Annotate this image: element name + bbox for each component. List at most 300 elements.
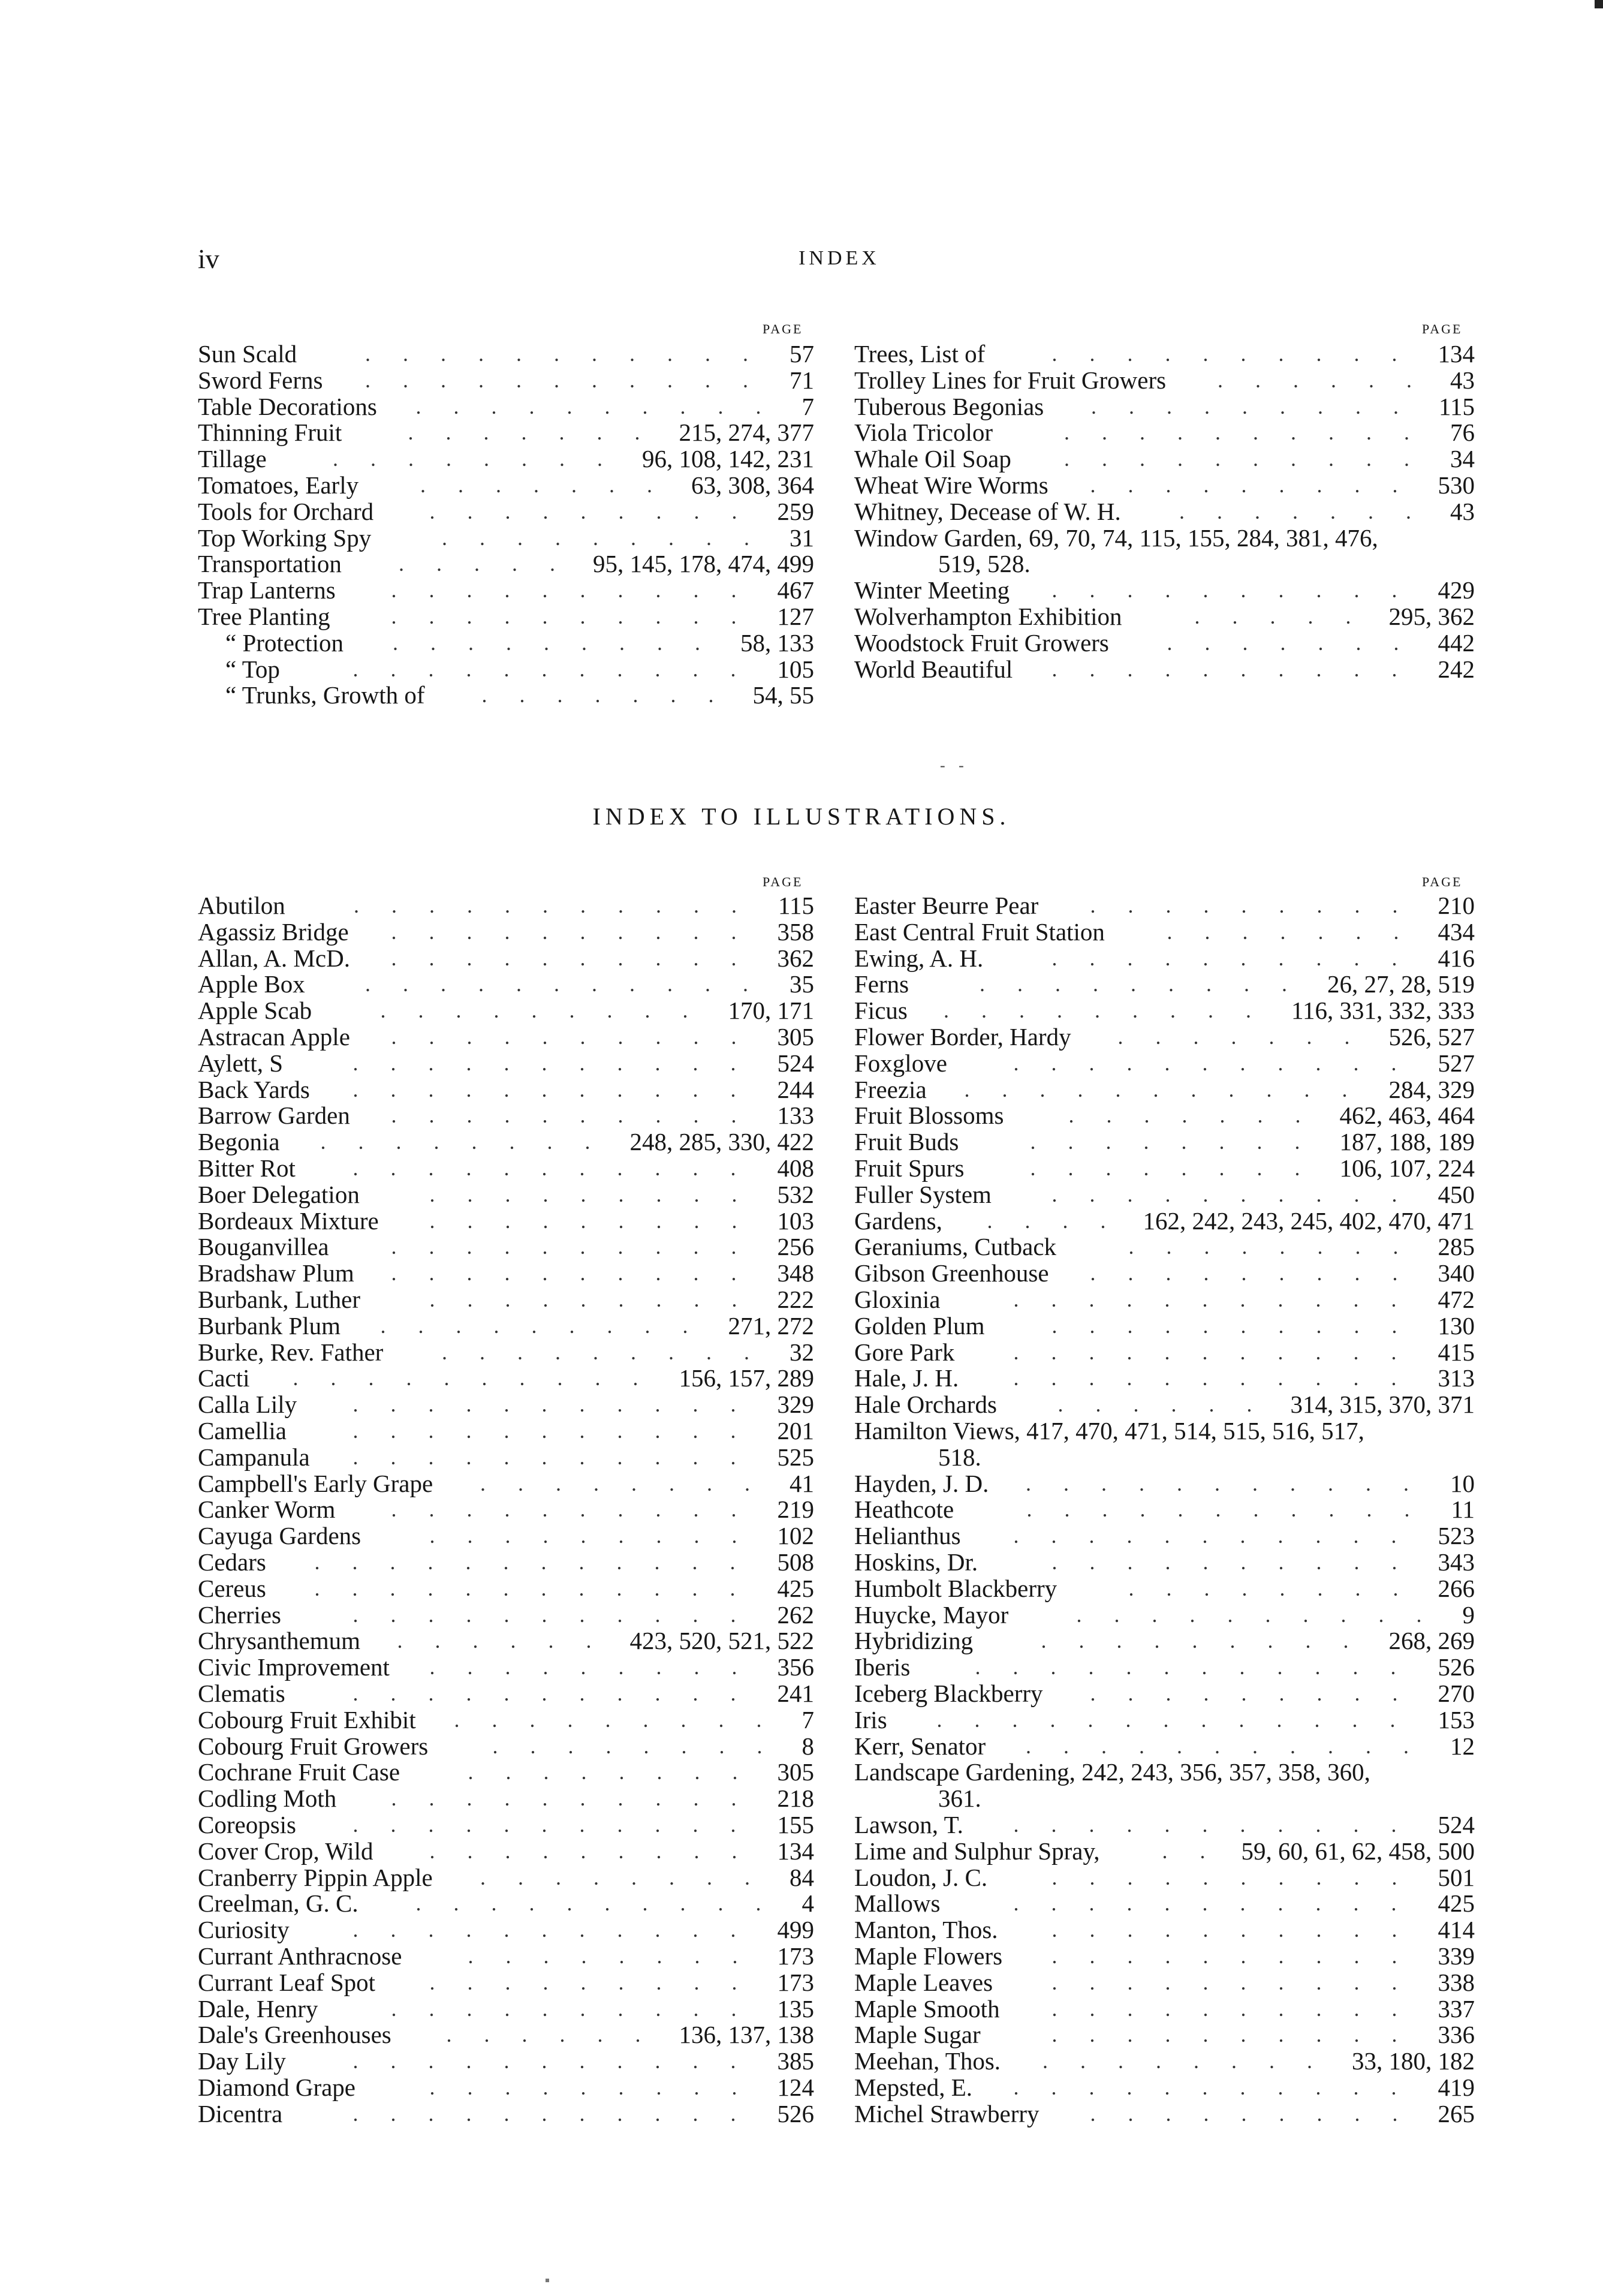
leader-dots: ..........	[1051, 578, 1430, 603]
entry-pages: 54, 55	[752, 681, 814, 709]
entry-title: Hale Orchards	[854, 1391, 997, 1419]
entry-pages: 244	[777, 1075, 814, 1103]
entry-title: Coreopsis	[198, 1811, 296, 1838]
index-entry	[854, 1549, 1475, 1575]
index-entry	[854, 1759, 1475, 1785]
entry-title: Maple Leaves	[854, 1968, 993, 1996]
index-entry	[198, 1575, 814, 1602]
index-entry	[854, 1522, 1475, 1549]
entry-title: Meehan, Thos.	[854, 2047, 1001, 2075]
index-entry	[854, 1838, 1475, 1864]
entry-title: Bordeaux Mixture	[198, 1206, 379, 1235]
index-entry	[198, 525, 814, 551]
index-entry	[198, 1313, 814, 1339]
index-entry	[198, 1654, 814, 1680]
index-entry	[854, 1602, 1475, 1628]
entry-title: Maple Smooth	[854, 1994, 1000, 2023]
index-entry	[854, 630, 1475, 656]
leader-dots: ............	[975, 1655, 1429, 1680]
page-column-label: PAGE	[763, 874, 803, 889]
index-entry	[854, 1785, 1475, 1811]
leader-dots: ...........	[1026, 1471, 1441, 1495]
index-entry	[854, 1286, 1475, 1313]
leader-dots: ..........	[391, 1025, 769, 1049]
entry-pages: 314, 315, 370, 371	[1290, 1391, 1475, 1419]
entry-pages: 115	[778, 892, 814, 919]
index-entry	[854, 997, 1475, 1024]
entry-title: Cochrane Fruit Case	[198, 1758, 400, 1786]
index-entry	[198, 971, 814, 997]
index-entry	[198, 1365, 814, 1391]
entry-title: Easter Beurre Pear	[854, 892, 1039, 919]
entry-pages: 284, 329	[1388, 1075, 1475, 1103]
entry-pages: 524	[1438, 1811, 1475, 1838]
entry-pages: 526, 527	[1388, 1023, 1475, 1051]
index-entry	[198, 1549, 814, 1575]
entry-title: Fruit Spurs	[854, 1154, 965, 1182]
leader-dots: ...........	[352, 1419, 769, 1443]
leader-dots: .........	[1090, 1681, 1430, 1705]
index-entry	[198, 1890, 814, 1916]
leader-dots: .........	[429, 1287, 770, 1311]
entry-pages: 59, 60, 61, 62, 458, 500	[1241, 1837, 1475, 1865]
leader-dots: ..	[1162, 1838, 1238, 1863]
entry-pages: 187, 188, 189	[1339, 1128, 1475, 1156]
index-entry	[854, 919, 1475, 945]
entry-pages: 329	[777, 1391, 814, 1419]
entry-title: Gardens,	[854, 1206, 942, 1235]
index-entry	[854, 2021, 1475, 2048]
entry-title: Barrow Garden	[198, 1102, 350, 1130]
leader-dots: ...........	[352, 1156, 769, 1180]
entry-title: Burbank, Luther	[198, 1286, 360, 1313]
leader-dots: ..........	[1051, 2023, 1430, 2047]
entry-title: Dale, Henry	[198, 1994, 318, 2023]
entry-pages: 43	[1450, 366, 1475, 394]
entry-title: Calla Lily	[198, 1391, 297, 1419]
index-entry	[198, 1391, 814, 1418]
index-entry	[854, 2101, 1475, 2127]
index-entry	[854, 1181, 1475, 1208]
entry-pages: 337	[1438, 1994, 1475, 2023]
entry-title: Hale, J. H.	[854, 1364, 959, 1392]
index-entry	[854, 1233, 1475, 1260]
index-entry	[198, 919, 814, 945]
entry-pages: 508	[777, 1548, 814, 1576]
leader-dots: ..........	[1051, 1918, 1430, 1942]
index-entry	[854, 1365, 1475, 1391]
leader-dots: .........	[980, 972, 1319, 997]
entry-pages: 419	[1438, 2074, 1475, 2101]
leader-dots: ........	[492, 1734, 795, 1758]
leader-dots: ........	[480, 1865, 782, 1889]
entry-pages: 116, 331, 332, 333	[1291, 997, 1475, 1025]
entry-pages: 76	[1450, 419, 1475, 447]
entry-pages: 33, 180, 182	[1352, 2047, 1475, 2075]
leader-dots: ....	[987, 1208, 1138, 1233]
entry-pages: 155	[777, 1811, 814, 1838]
entry-title: Sun Scald	[198, 340, 297, 368]
entry-title: Trees, List of	[854, 340, 986, 368]
entry-pages: 527	[1438, 1049, 1475, 1077]
leader-dots: ...........	[365, 368, 781, 392]
entry-pages: 523	[1438, 1522, 1475, 1550]
entry-title: Iris	[854, 1705, 887, 1734]
entry-pages: 429	[1438, 576, 1475, 604]
index-entry	[854, 1470, 1475, 1497]
index-entry	[198, 1864, 814, 1891]
index-entry	[854, 1864, 1475, 1891]
leader-dots: ...........	[1013, 1287, 1429, 1311]
leader-dots: .......	[481, 683, 746, 708]
index-entry	[198, 341, 814, 367]
index-entry	[854, 1444, 1475, 1470]
leader-dots: ..........	[1051, 342, 1430, 366]
leader-dots: ......	[397, 1629, 624, 1653]
entry-pages: 425	[1438, 1889, 1475, 1918]
entry-title: Campbell's Early Grape	[198, 1469, 433, 1497]
entry-pages: 173	[777, 1942, 814, 1970]
leader-dots: ...........	[352, 1918, 769, 1942]
entry-title: Boer Delegation	[198, 1180, 360, 1208]
entry-title: Freezia	[854, 1075, 927, 1103]
index-entry	[198, 1233, 814, 1260]
entry-pages: 170, 171	[728, 997, 814, 1025]
index-entry	[854, 472, 1475, 498]
entry-pages: 348	[777, 1259, 814, 1287]
leader-dots: .......	[1167, 919, 1432, 944]
leader-dots: .........	[1090, 1261, 1430, 1286]
index-entry	[854, 550, 1475, 577]
leader-dots: .........	[380, 998, 721, 1023]
index-entry	[854, 656, 1475, 682]
entry-title: Aylett, S	[198, 1049, 284, 1077]
section-separator: - -	[940, 757, 969, 774]
leader-dots: ..........	[1051, 1970, 1430, 1994]
leader-dots: .........	[429, 499, 770, 523]
entry-pages: 156, 157, 289	[679, 1364, 814, 1392]
index-entry	[198, 1680, 814, 1707]
entry-pages: 415	[1438, 1338, 1475, 1366]
index-entry	[854, 971, 1475, 997]
index-entry	[198, 1444, 814, 1470]
stray-mark	[546, 2279, 549, 2282]
entry-pages: 106, 107, 224	[1339, 1154, 1475, 1182]
entry-title: Fuller System	[854, 1180, 992, 1208]
index-entry	[198, 1286, 814, 1313]
index-entry	[854, 393, 1475, 420]
leader-dots: ........	[468, 1760, 770, 1785]
entry-title: Maple Flowers	[854, 1942, 1003, 1970]
entry-pages: 102	[777, 1522, 814, 1550]
entry-title: Currant Leaf Spot	[198, 1968, 376, 1996]
index-entry	[854, 525, 1475, 551]
leader-dots: ...........	[1026, 1497, 1442, 1522]
entry-pages: 462, 463, 464	[1339, 1102, 1475, 1130]
leader-dots: .........	[1090, 473, 1430, 497]
leader-dots: ..........	[391, 1996, 769, 2021]
index-entry	[198, 997, 814, 1024]
leader-dots: ..........	[1051, 657, 1430, 681]
leader-dots: ........	[1128, 1576, 1431, 1600]
entry-pages: 262	[777, 1600, 814, 1629]
entry-title: Manton, Thos.	[854, 1916, 998, 1944]
index-entry	[198, 892, 814, 919]
index-entry	[854, 1129, 1475, 1155]
entry-pages: 450	[1438, 1180, 1475, 1208]
entry-title: Begonia	[198, 1128, 280, 1156]
entry-pages: 63, 308, 364	[691, 471, 814, 499]
entry-pages: 127	[777, 603, 814, 630]
leader-dots: ..........	[1064, 420, 1442, 445]
leader-dots: .........	[429, 1655, 770, 1680]
index-entry	[854, 1707, 1475, 1733]
entry-pages: 266	[1438, 1574, 1475, 1602]
index-entry	[198, 1129, 814, 1155]
entry-title: Back Yards	[198, 1075, 310, 1103]
entry-pages: 526	[777, 2099, 814, 2128]
leader-dots: ........	[333, 447, 635, 471]
index-entry	[854, 1943, 1475, 1969]
index-entry	[198, 1733, 814, 1759]
entry-title: Fruit Buds	[854, 1128, 959, 1156]
leader-dots: ......	[1218, 368, 1444, 392]
index-entry	[198, 1943, 814, 1969]
index-entry	[854, 603, 1475, 630]
index-entry	[198, 1996, 814, 2022]
index-entry	[198, 682, 814, 708]
index-entry	[198, 2048, 814, 2074]
entry-pages: 210	[1438, 892, 1475, 919]
entry-title: Window Garden, 69, 70, 74, 115, 155, 284, 381, 476,	[854, 523, 1378, 552]
page-column-label: PAGE	[1422, 321, 1463, 336]
leader-dots: ...........	[1026, 1734, 1441, 1758]
entry-title: Whitney, Decease of W. H.	[854, 497, 1121, 525]
entry-pages: 242	[1438, 655, 1475, 683]
index-entry	[198, 2101, 814, 2127]
index-entry	[854, 945, 1475, 971]
entry-pages: 259	[777, 497, 814, 525]
entry-pages: 71	[790, 366, 814, 394]
leader-dots: ..........	[1051, 1313, 1430, 1338]
entry-title: Tree Planting	[198, 603, 330, 630]
leader-dots: ..........	[415, 1891, 794, 1916]
leader-dots: ...........	[352, 2049, 769, 2074]
index-entry	[854, 1654, 1475, 1680]
entry-title: Bouganvillea	[198, 1233, 329, 1261]
leader-dots: .........	[1090, 893, 1430, 917]
entry-title: Cobourg Fruit Growers	[198, 1732, 429, 1760]
entry-title: East Central Fruit Station	[854, 917, 1105, 946]
index-entry	[198, 1707, 814, 1733]
entry-title: Dicentra	[198, 2099, 283, 2128]
index-entry	[198, 1102, 814, 1129]
leader-dots: .........	[454, 1707, 794, 1732]
leader-dots: ..........	[391, 1261, 769, 1286]
entry-title: Codling Moth	[198, 1785, 337, 1813]
leader-dots: ..........	[1064, 447, 1442, 471]
entry-pages: 265	[1438, 2099, 1475, 2128]
entry-title: Burke, Rev. Father	[198, 1338, 384, 1366]
index-entry	[854, 341, 1475, 367]
leader-dots: ...........	[1013, 1524, 1429, 1548]
entry-title: Humbolt Blackberry	[854, 1574, 1057, 1602]
entry-title: 519, 528.	[938, 550, 1030, 578]
index-entry	[198, 1785, 814, 1811]
entry-title: Creelman, G. C.	[198, 1889, 358, 1918]
index-entry	[854, 1627, 1475, 1654]
entry-pages: 305	[777, 1758, 814, 1786]
index-entry	[854, 1208, 1475, 1234]
leader-dots: ............	[314, 1576, 768, 1600]
entry-title: Tuberous Begonias	[854, 392, 1044, 420]
entry-pages: 526	[1438, 1653, 1475, 1681]
index-entry	[198, 945, 814, 971]
entry-pages: 7	[802, 1705, 814, 1734]
index-entry	[198, 1916, 814, 1943]
leader-dots: ........	[1030, 1156, 1333, 1180]
entry-pages: 338	[1438, 1968, 1475, 1996]
index-entry	[854, 1076, 1475, 1103]
leader-dots: ...........	[1013, 1366, 1429, 1391]
entry-pages: 425	[777, 1574, 814, 1602]
index-entry	[854, 1339, 1475, 1365]
entry-title: Viola Tricolor	[854, 419, 993, 447]
entry-title: Hybridizing	[854, 1627, 974, 1655]
leader-dots: .........	[429, 1182, 770, 1206]
entry-title: Day Lily	[198, 2047, 286, 2075]
index-entry	[198, 472, 814, 498]
entry-title: Civic Improvement	[198, 1653, 390, 1681]
index-entry	[198, 577, 814, 603]
entry-title: Gloxinia	[854, 1286, 941, 1313]
entry-title: Mepsted, E.	[854, 2074, 972, 2101]
leader-dots: ........	[1030, 1130, 1333, 1154]
entry-pages: 26, 27, 28, 519	[1327, 970, 1475, 998]
entry-pages: 134	[1438, 340, 1475, 368]
entry-title: Flower Border, Hardy	[854, 1023, 1071, 1051]
entry-pages: 222	[777, 1286, 814, 1313]
entry-pages: 96, 108, 142, 231	[642, 445, 814, 473]
entry-pages: 530	[1438, 471, 1475, 499]
entry-pages: 499	[777, 1916, 814, 1944]
leader-dots: ...........	[354, 893, 770, 917]
index-entry	[854, 419, 1475, 446]
leader-dots: .........	[429, 1208, 770, 1233]
leader-dots: ...........	[352, 2101, 769, 2126]
leader-dots: ..........	[1051, 1865, 1430, 1889]
entry-pages: 313	[1438, 1364, 1475, 1392]
leader-dots: ........	[1042, 2049, 1345, 2074]
entry-pages: 219	[777, 1495, 814, 1524]
entry-pages: 501	[1438, 1863, 1475, 1891]
entry-title: Transportation	[198, 550, 342, 578]
entry-pages: 9	[1462, 1600, 1475, 1629]
index-entry	[854, 1969, 1475, 1996]
entry-title: Iceberg Blackberry	[854, 1680, 1043, 1707]
index-entry	[854, 1733, 1475, 1759]
index-entry	[854, 2048, 1475, 2074]
index-entry	[198, 393, 814, 420]
entry-title: “ Top	[225, 655, 280, 683]
entry-title: Helianthus	[854, 1522, 961, 1550]
entry-title: Camellia	[198, 1417, 287, 1445]
index-entry	[854, 498, 1475, 525]
entry-pages: 356	[777, 1653, 814, 1681]
index-entry	[854, 1391, 1475, 1418]
entry-pages: 12	[1450, 1732, 1475, 1760]
entry-title: Top Working Spy	[198, 523, 372, 552]
leader-dots: ...........	[365, 342, 781, 366]
entry-pages: 124	[777, 2074, 814, 2101]
entry-pages: 532	[777, 1180, 814, 1208]
index-entry	[854, 577, 1475, 603]
entry-pages: 241	[777, 1680, 814, 1707]
index-entry	[198, 1627, 814, 1654]
leader-dots: ...........	[365, 972, 781, 997]
entry-title: Mallows	[854, 1889, 941, 1918]
entry-pages: 270	[1438, 1680, 1475, 1707]
entry-title: Thinning Fruit	[198, 419, 342, 447]
leader-dots: ..........	[1051, 1550, 1430, 1574]
leader-dots: .....	[1194, 604, 1384, 628]
leader-dots: ......	[446, 2023, 673, 2047]
index-entry	[854, 1575, 1475, 1602]
entry-title: Michel Strawberry	[854, 2099, 1039, 2128]
entry-title: Ewing, A. H.	[854, 944, 984, 972]
entry-title: Geraniums, Cutback	[854, 1233, 1057, 1261]
index-entry	[854, 1496, 1475, 1522]
index-entry	[198, 1496, 814, 1522]
entry-title: Burbank Plum	[198, 1311, 341, 1340]
leader-dots: ........	[1128, 1235, 1431, 1259]
entry-pages: 43	[1450, 497, 1475, 525]
entry-title: Sword Ferns	[198, 366, 323, 394]
entry-pages: 130	[1438, 1311, 1475, 1340]
entry-pages: 41	[790, 1469, 814, 1497]
leader-dots: .........	[1091, 394, 1432, 419]
entry-title: Gore Park	[854, 1338, 955, 1366]
entry-title: Gibson Greenhouse	[854, 1259, 1049, 1287]
leader-dots: ..........	[1051, 1182, 1430, 1206]
index-entry	[854, 1680, 1475, 1707]
leader-dots: ..........	[391, 1103, 769, 1128]
index-entry	[198, 1522, 814, 1549]
leader-dots: ...........	[1013, 2075, 1429, 2099]
entry-title: “ Trunks, Growth of	[225, 681, 425, 709]
entry-pages: 162, 242, 243, 245, 402, 470, 471	[1143, 1206, 1475, 1235]
index-entry	[854, 1890, 1475, 1916]
entry-pages: 133	[777, 1102, 814, 1130]
entry-title: Cover Crop, Wild	[198, 1837, 373, 1865]
leader-dots: ..........	[391, 946, 769, 970]
index-entry	[854, 892, 1475, 919]
leader-dots: ..........	[1076, 1602, 1454, 1627]
entry-pages: 525	[777, 1443, 814, 1471]
entry-title: Diamond Grape	[198, 2074, 355, 2101]
running-title: INDEX	[799, 247, 880, 269]
entry-pages: 31	[790, 523, 814, 552]
index-entry	[854, 1024, 1475, 1050]
leader-dots: ..........	[293, 1366, 671, 1391]
entry-pages: 416	[1438, 944, 1475, 972]
leader-dots: ..........	[391, 578, 769, 603]
entry-title: Hamilton Views, 417, 470, 471, 514, 515, 516, 517,	[854, 1417, 1364, 1445]
entry-pages: 339	[1438, 1942, 1475, 1970]
index-entry	[198, 1260, 814, 1286]
leader-dots: ..........	[391, 1786, 769, 1811]
entry-title: Dale's Greenhouses	[198, 2021, 391, 2049]
